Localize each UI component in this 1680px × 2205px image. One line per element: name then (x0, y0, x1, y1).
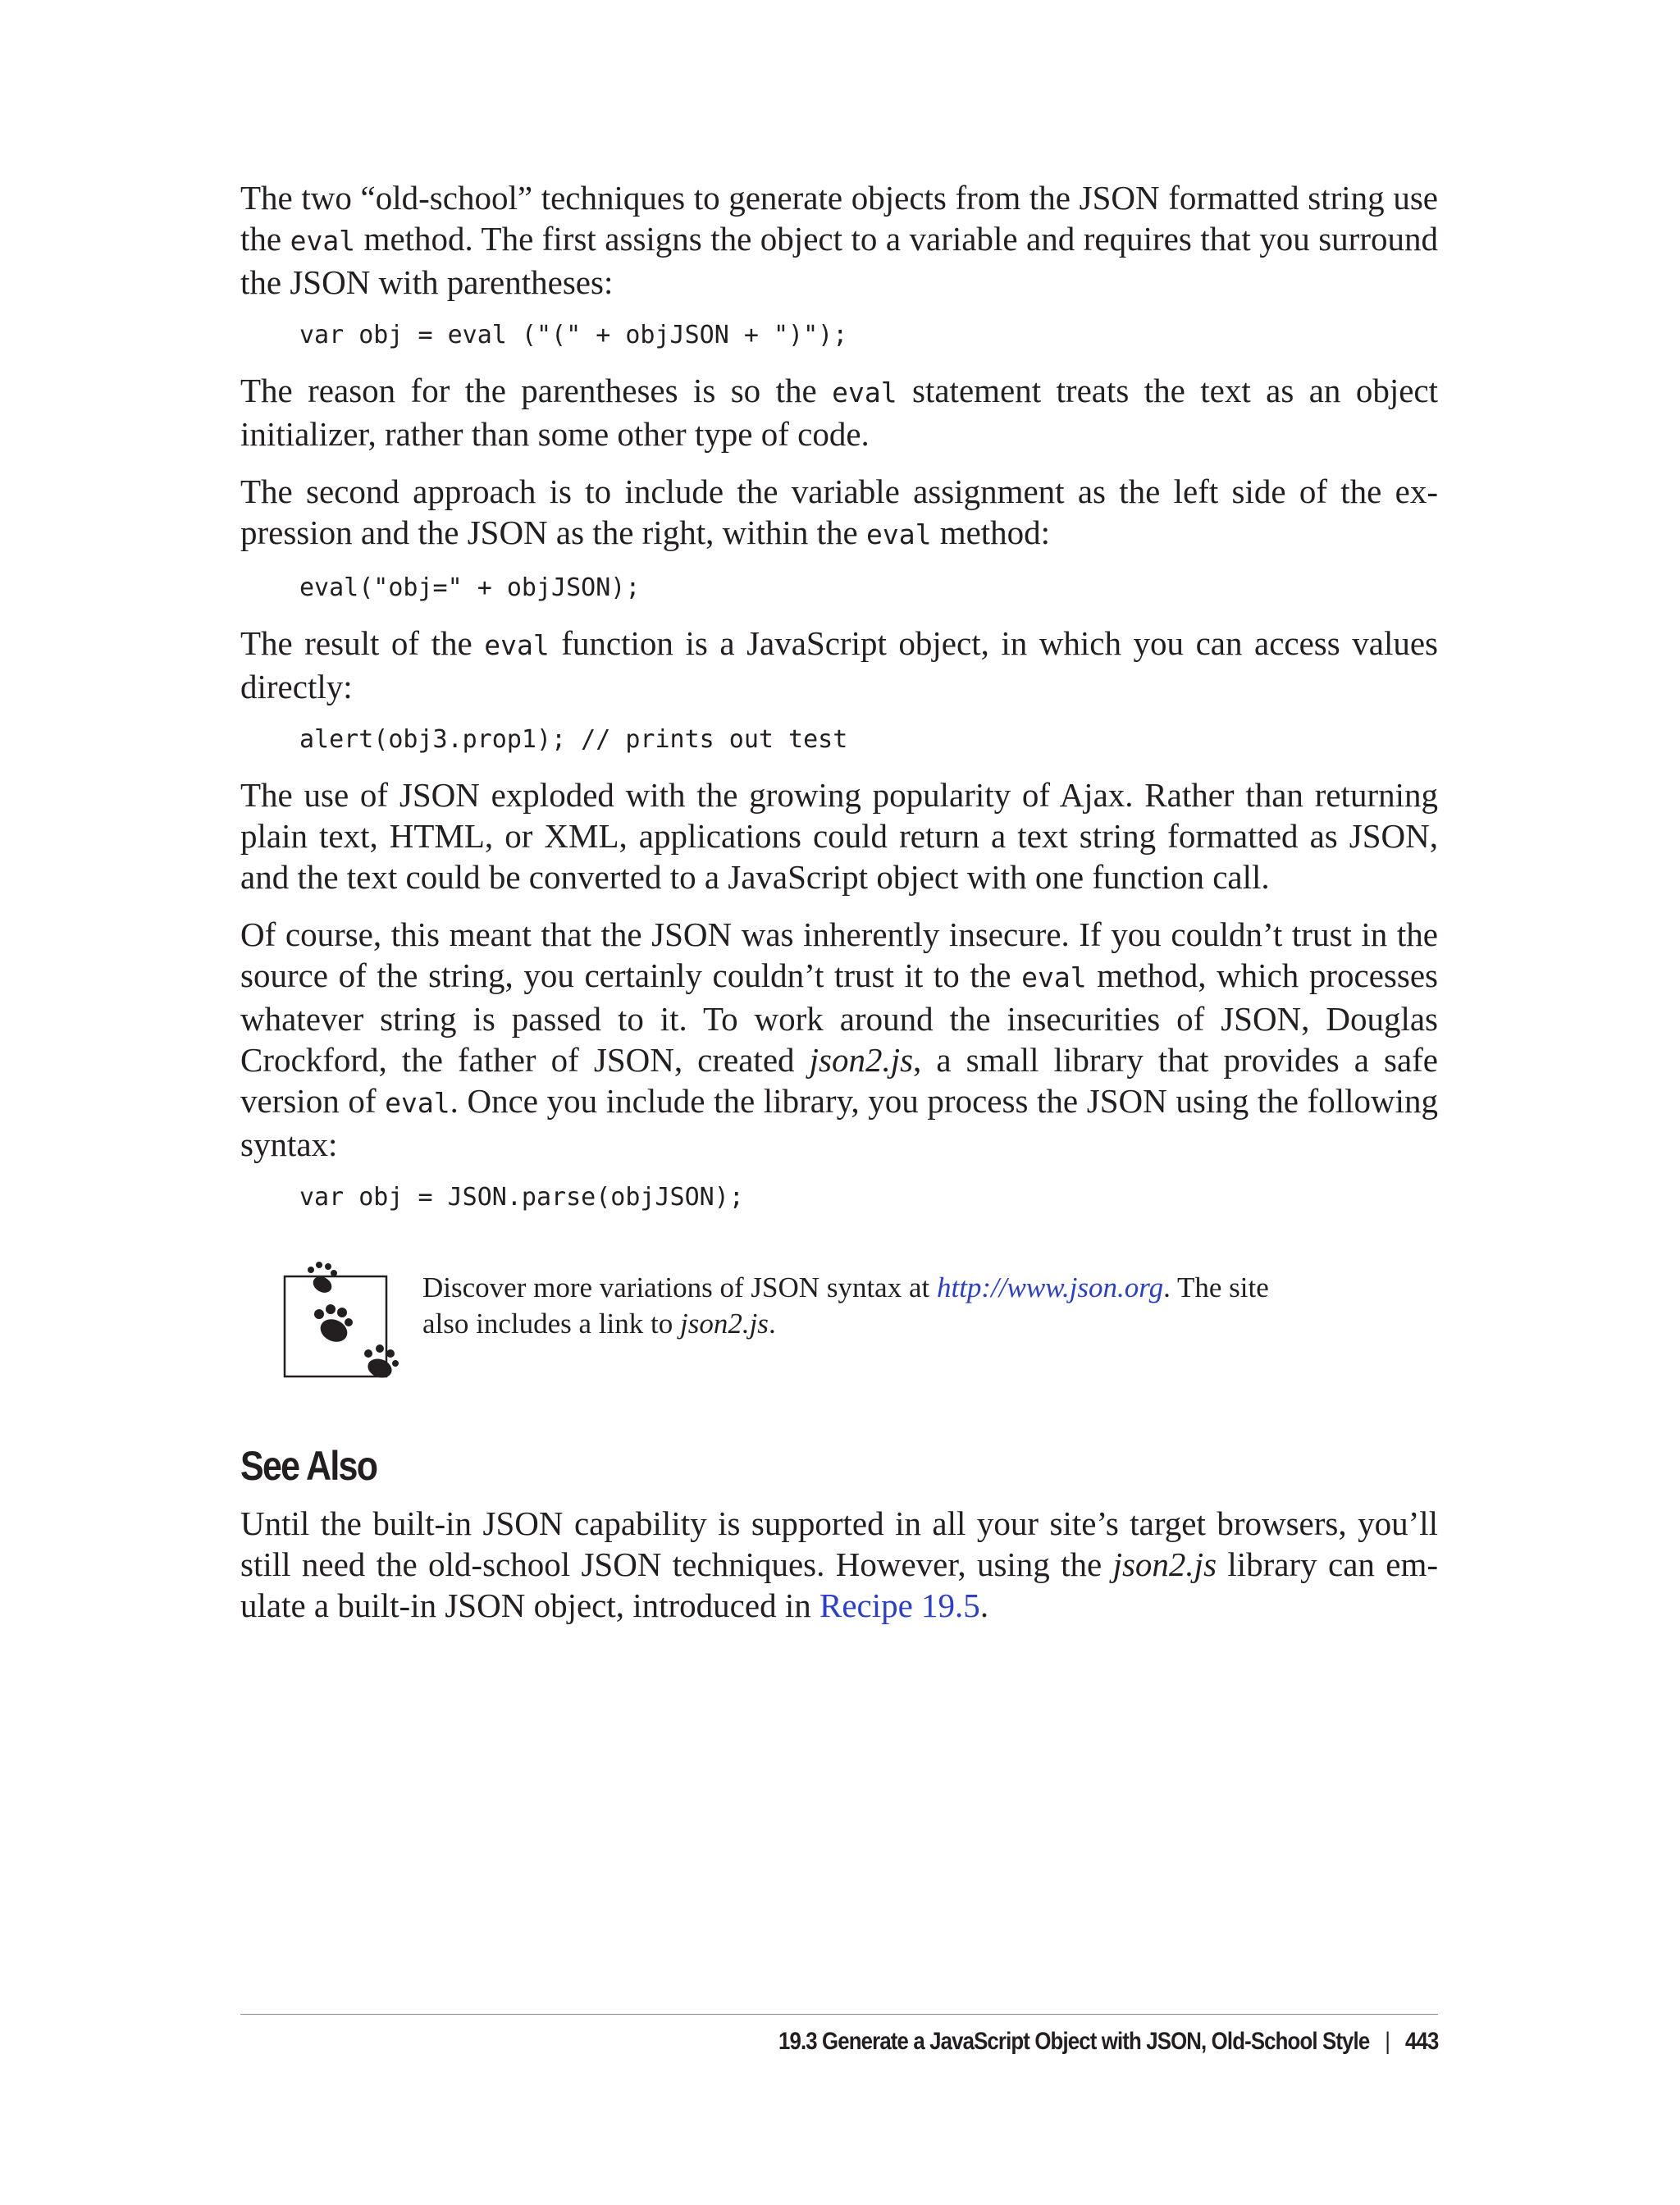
code-block-4: var obj = JSON.parse(objJSON); (299, 1183, 744, 1212)
paragraph-4 (240, 623, 1438, 707)
paragraph-6 (240, 914, 1438, 1165)
see-also-heading: See Also (240, 1443, 377, 1489)
page-content (240, 177, 1438, 1642)
text: The second approach is to include the variable assignment as the left side of the expression and the JSON as the right, within the (240, 472, 1438, 551)
inline-code: eval (1021, 961, 1087, 993)
text: . (979, 1586, 989, 1624)
inline-code: eval (484, 629, 550, 661)
text: . (768, 1308, 776, 1340)
code-block-1: var obj = eval ("(" + objJSON + ")"); (299, 321, 848, 349)
text: Of course, this meant that the JSON was inherently insecure. If you couldn’t trust in the source of the string, you certainly couldn’t trust it to the (240, 915, 1438, 994)
text: The result of the (240, 624, 485, 662)
footer-separator: | (1384, 2028, 1390, 2055)
tip-paw-prints-icon (283, 1252, 406, 1391)
see-also-paragraph (240, 1503, 1438, 1626)
tip-note (283, 1252, 1438, 1391)
paragraph-3 (240, 471, 1438, 555)
page-footer (778, 2028, 1438, 2056)
paragraph-5: The use of JSON exploded with the growing popularity of Ajax. Rather than returning plain text, HTML, or XML, applications could return a text string formatted as JSON, and the text could be converted to a JavaScript object with one function call. (240, 776, 1438, 896)
json-org-link[interactable]: http://www.json.org (936, 1271, 1164, 1303)
inline-code: eval (290, 225, 356, 257)
text: library can emulate a built-in JSON object, introduced in (240, 1545, 1438, 1624)
paragraph-1 (240, 177, 1438, 303)
filename: json2.js (809, 1041, 914, 1079)
text: method. The first assigns the object to a variable and requires that you surround the JSON with parentheses: (240, 220, 1438, 301)
running-footer-title: 19.3 Generate a JavaScript Object with JSON, Old-School Style (778, 2028, 1369, 2055)
text: . Once you include the library, you process the JSON using the following syntax: (240, 1082, 1438, 1163)
text: The two “old-school” techniques to generate objects from the JSON formatted string use the (240, 179, 1438, 258)
code-block-3: alert(obj3.prop1); // prints out test (299, 725, 848, 754)
text: Until the built-in JSON capability is supported in all your site’s target browsers, you’ll still need the old-school JSON techniques. However, using the (240, 1504, 1438, 1583)
inline-code: eval (865, 518, 932, 550)
inline-code: eval (385, 1087, 450, 1119)
text: method: (931, 514, 1051, 551)
text: function is a JavaScript object, in which you can access values directly: (240, 624, 1439, 705)
text: . The site also includes a link to (422, 1271, 1269, 1340)
page-number: 443 (1404, 2028, 1438, 2055)
code-block-2: eval("obj=" + objJSON); (299, 573, 641, 602)
text: The reason for the parentheses is so the (240, 372, 833, 409)
text: method, which processes whatever string is passed to it. To work around the insecurities of JSON, Douglas Crockford, the father of JSON, created (240, 956, 1438, 1079)
recipe-19-5-link[interactable]: Recipe 19.5 (819, 1586, 980, 1624)
filename: json2.js (679, 1308, 769, 1340)
footer-divider (240, 2014, 1438, 2015)
filename: json2.js (1112, 1545, 1217, 1583)
inline-code: eval (832, 377, 897, 409)
text: Discover more variations of JSON syntax at (422, 1271, 937, 1303)
text: statement treats the text as an object initializer, rather than some other type of code. (240, 372, 1439, 453)
text: , a small library that provides a safe version of (240, 1041, 1438, 1120)
paragraph-2 (240, 370, 1438, 454)
tip-note-text (422, 1270, 1300, 1342)
